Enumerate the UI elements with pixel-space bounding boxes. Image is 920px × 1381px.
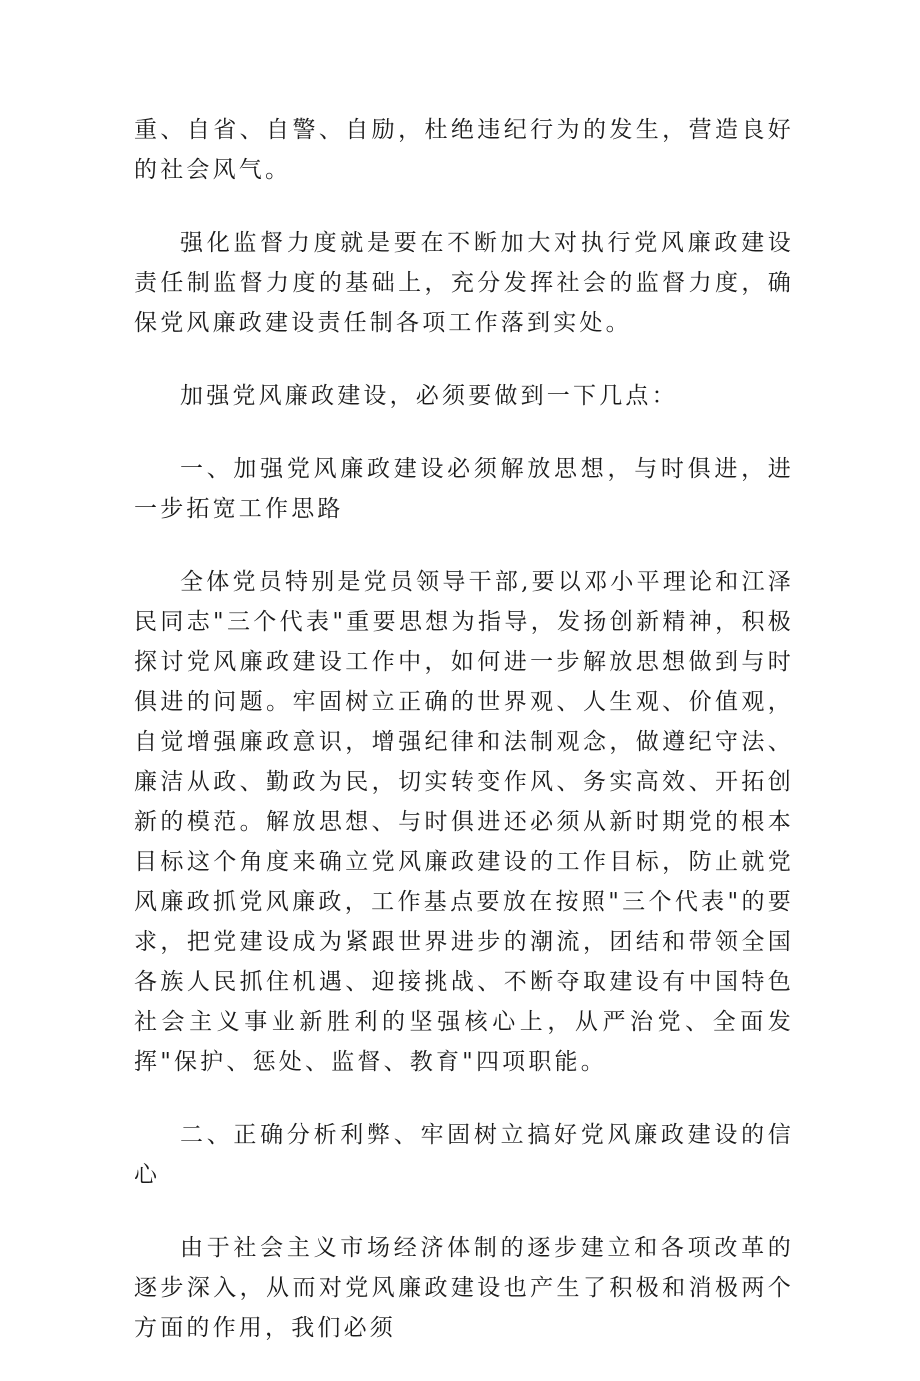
paragraph-supervision: 强化监督力度就是要在不断加大对执行党风廉政建设责任制监督力度的基础上，充分发挥社会的监督力度，确保党风廉政建设责任制各项工作落到实处。: [134, 230, 794, 336]
paragraph-intro-points: 加强党风廉政建设，必须要做到一下几点：: [180, 383, 678, 409]
paragraph-section-one-body: 全体党员特别是党员领导干部,要以邓小平理论和江泽民同志"三个代表"重要思想为指导，发扬创新精神，积极探讨党风廉政建设工作中，如何进一步解放思想做到与时俱进的问题。牢固树立正确的世界观、人生观、价值观，自觉增强廉政意识，增强纪律和法制观念，做遵纪守法、廉洁从政、勤政为民，切实转变作风、务实高效、开拓创新的模范。解放思想、与时俱进还必须从新时期党的根本目标这个角度来确立党风廉政建设的工作目标，防止就党风廉政抓党风廉政，工作基点要放在按照"三个代表"的要求，把党建设成为紧跟世界进步的潮流，团结和带领全国各族人民抓住机遇、迎接挑战、不断夺取建设有中国特色社会主义事业新胜利的坚强核心上，从严治党、全面发挥"保护、惩处、监督、教育"四项职能。: [134, 569, 794, 1075]
paragraph-continuation: 重、自省、自警、自励，杜绝违纪行为的发生，营造良好的社会风气。: [134, 117, 794, 183]
paragraph-section-two-body: 由于社会主义市场经济体制的逐步建立和各项改革的逐步深入，从而对党风廉政建设也产生了积极和消极两个方面的作用，我们必须: [134, 1235, 794, 1341]
section-heading-one: 一、加强党风廉政建设必须解放思想，与时俱进，进一步拓宽工作思路: [134, 456, 794, 522]
document-body: [134, 110, 794, 1381]
section-heading-two: 二、正确分析利弊、牢固树立搞好党风廉政建设的信心: [134, 1122, 794, 1188]
